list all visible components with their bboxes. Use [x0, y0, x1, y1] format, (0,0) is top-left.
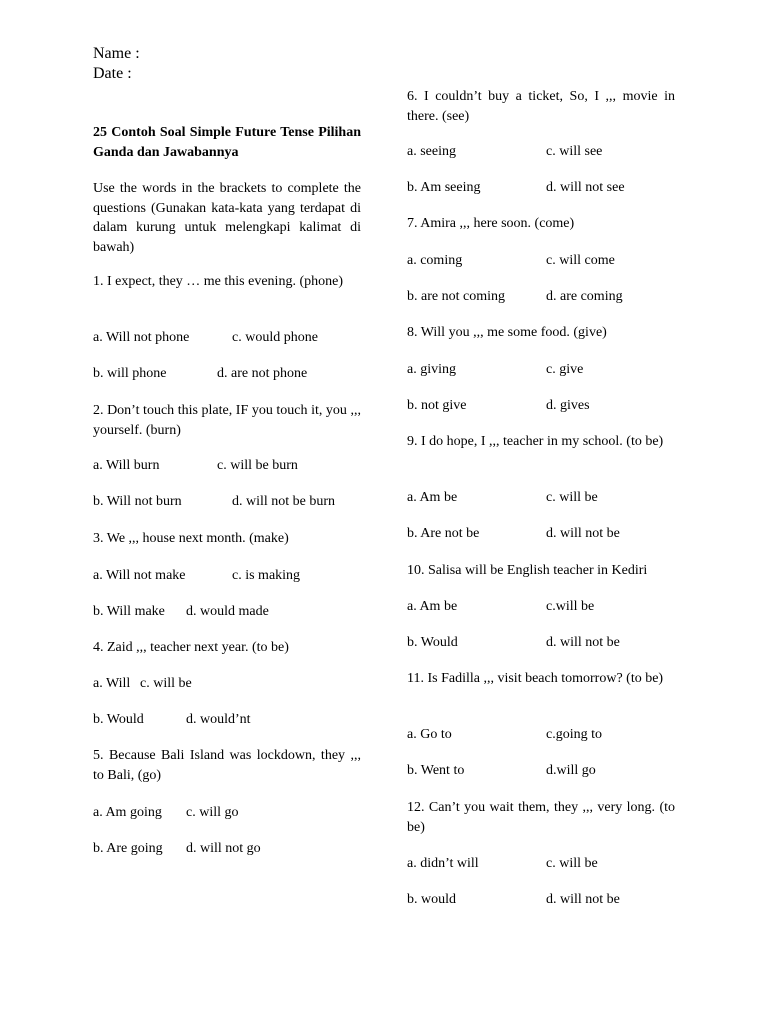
- option-c: c. will be: [546, 490, 598, 505]
- option-a: a. coming: [407, 253, 463, 268]
- option-d: d. are not phone: [217, 366, 308, 381]
- question-text: 3. We ,,, house next month. (make): [93, 531, 289, 546]
- document-title: 25 Contoh Soal Simple Future Tense Pilihan Ganda dan Jawabannya: [93, 125, 361, 160]
- option-b: b. Are going: [93, 841, 163, 856]
- option-a: a. giving: [407, 362, 456, 377]
- option-b: b. Will not burn: [93, 494, 182, 509]
- date-label: Date :: [93, 65, 132, 82]
- option-b: b. are not coming: [407, 289, 505, 304]
- option-c: c. will see: [546, 144, 603, 159]
- option-b: b. Went to: [407, 763, 465, 778]
- option-d: d. are coming: [546, 289, 623, 304]
- option-b: b. Am seeing: [407, 180, 481, 195]
- instruction-text: Use the words in the brackets to complete the questions (Gunakan kata-kata yang terdapat di dalam kurung untuk melengkapi kalimat di bawah): [93, 181, 361, 255]
- option-a: a. Am going: [93, 805, 162, 820]
- option-c: c. give: [546, 362, 584, 377]
- question-text: 4. Zaid ,,, teacher next year. (to be): [93, 640, 289, 655]
- option-d: d. will not be: [546, 526, 620, 541]
- question-text: 6. I couldn’t buy a ticket, So, I ,,, movie in there. (see): [407, 89, 675, 124]
- option-d: d. would’nt: [186, 712, 251, 727]
- question-text: 5. Because Bali Island was lockdown, they ,,, to Bali, (go): [93, 748, 361, 783]
- option-b: b. Would: [93, 712, 144, 727]
- header: [93, 44, 140, 84]
- option-c: c. is making: [232, 568, 301, 583]
- option-a: a. Will: [93, 676, 131, 691]
- option-c: c.going to: [546, 727, 602, 742]
- option-d: d. will not see: [546, 180, 625, 195]
- option-c: c. would phone: [232, 330, 318, 345]
- option-c: c.will be: [546, 599, 595, 614]
- option-d: d.will go: [546, 763, 596, 778]
- option-c: c. will go: [186, 805, 239, 820]
- option-a: a. Will not make: [93, 568, 186, 583]
- option-b: b. would: [407, 892, 456, 907]
- option-b: b. Would: [407, 635, 458, 650]
- question-text: 8. Will you ,,, me some food. (give): [407, 325, 607, 340]
- question-text: 2. Don’t touch this plate, IF you touch it, you ,,, yourself. (burn): [93, 403, 361, 438]
- option-a: a. didn’t will: [407, 856, 479, 871]
- name-label: Name :: [93, 45, 140, 62]
- option-a: a. Will burn: [93, 458, 160, 473]
- question-text: 1. I expect, they … me this evening. (phone): [93, 274, 343, 289]
- option-c: c. will be: [546, 856, 598, 871]
- option-c: c. will be burn: [217, 458, 298, 473]
- option-a: a. Will not phone: [93, 330, 190, 345]
- option-a: a. Go to: [407, 727, 452, 742]
- option-c: c. will be: [140, 676, 192, 691]
- option-a: a. seeing: [407, 144, 456, 159]
- option-a: a. Am be: [407, 599, 458, 614]
- question-text: 12. Can’t you wait them, they ,,, very long. (to be): [407, 800, 675, 835]
- option-d: d. will not go: [186, 841, 261, 856]
- option-d: d. will not be: [546, 635, 620, 650]
- option-a: a. Am be: [407, 490, 458, 505]
- option-c: c. will come: [546, 253, 615, 268]
- option-b: b. Are not be: [407, 526, 480, 541]
- question-text: 10. Salisa will be English teacher in Kediri: [407, 563, 648, 578]
- question-text: 7. Amira ,,, here soon. (come): [407, 216, 575, 231]
- option-d: d. will not be: [546, 892, 620, 907]
- option-d: d. will not be burn: [232, 494, 336, 509]
- option-d: d. gives: [546, 398, 590, 413]
- question-text: 11. Is Fadilla ,,, visit beach tomorrow? (to be): [407, 671, 664, 686]
- question-text: 9. I do hope, I ,,, teacher in my school. (to be): [407, 434, 664, 449]
- option-b: b. Will make: [93, 604, 165, 619]
- option-b: b. not give: [407, 398, 467, 413]
- option-b: b. will phone: [93, 366, 167, 381]
- option-d: d. would made: [186, 604, 269, 619]
